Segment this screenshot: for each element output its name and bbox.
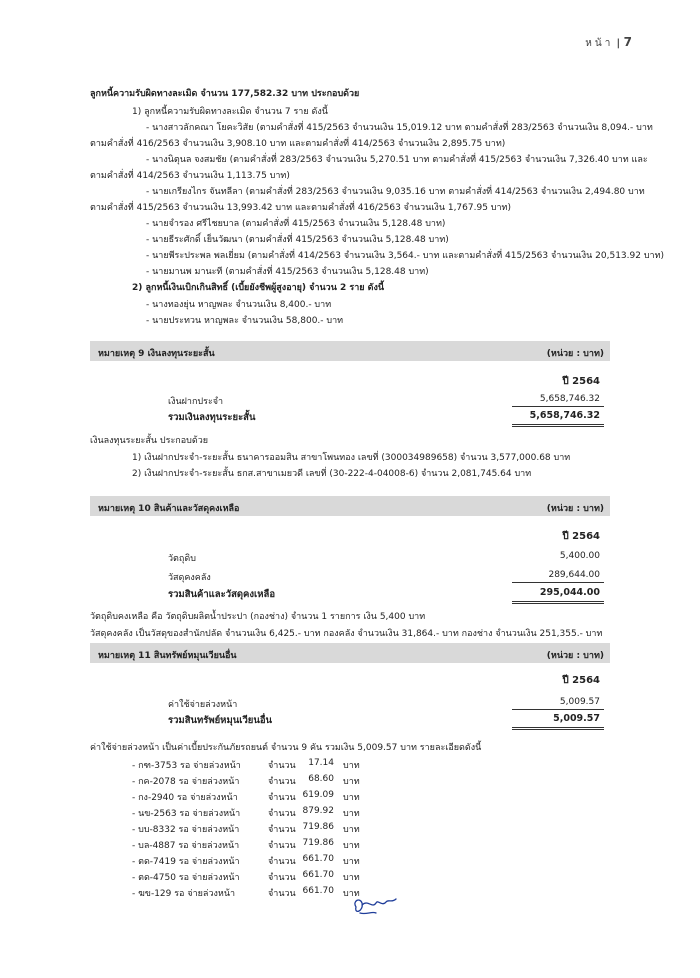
note9-total-label: รวมเงินลงทุนระยะสั้น: [168, 412, 256, 423]
note11-item-label: ค่าใช้จ่ายล่วงหน้า: [168, 700, 238, 710]
receivables-line: ตามคำสั่งที่ 416/2563 จำนวนเงิน 3,908.10 บาท และตามคำสั่งที่ 414/2563 จำนวนเงิน 2,895.75 บาท): [90, 139, 506, 149]
prepaid-row-amount: 661.70: [302, 870, 334, 880]
note10-unit: (หน่วย : บาท): [546, 504, 604, 514]
note9-unit: (หน่วย : บาท): [546, 349, 604, 359]
prepaid-row-amount: 619.09: [302, 790, 334, 800]
note11-intro: ค่าใช้จ่ายล่วงหน้า เป็นค่าเบี้ยประกันภัยรถยนต์ จำนวน 9 คัน รวมเงิน 5,009.57 บาท รายละเอียดดังนี้: [90, 743, 482, 753]
prepaid-row-unit: บาท: [343, 857, 360, 867]
prepaid-row-unit: บาท: [343, 889, 360, 899]
prepaid-row-amount: 719.86: [302, 838, 334, 848]
prepaid-row-name: - นข-2563 รอ จ่ายล่วงหน้า: [132, 809, 241, 819]
note9-subtotal-line: [512, 406, 604, 407]
page-header: [585, 35, 632, 51]
prepaid-row-label: จำนวน: [268, 809, 296, 819]
prepaid-row-name: - บบ-8332 รอ จ่ายล่วงหน้า: [132, 825, 240, 835]
receivables-line: - นางสาวลักคณา โยคะวิสัย (ตามคำสั่งที่ 415/2563 จำนวนเงิน 15,019.12 บาท ตามคำสั่งที่ 283/2563 จำนวนเงิน 8,094.- บาท: [146, 123, 653, 133]
prepaid-row-amount: 879.92: [302, 806, 334, 816]
prepaid-row-unit: บาท: [343, 761, 360, 771]
receivables-line: ตามคำสั่งที่ 415/2563 จำนวนเงิน 13,993.42 บาท และตามคำสั่งที่ 416/2563 จำนวนเงิน 1,767.95 บาท): [90, 203, 511, 213]
note9-year: ปี 2564: [562, 376, 600, 387]
prepaid-row-label: จำนวน: [268, 761, 296, 771]
receivables-line: - นายจำรอง ศรีไชยบาล (ตามคำสั่งที่ 415/2563 จำนวนเงิน 5,128.48 บาท): [146, 219, 446, 229]
receivables-line: - นายธีระศักดิ์ เย็นวัฒนา (ตามคำสั่งที่ 415/2563 จำนวนเงิน 5,128.48 บาท): [146, 235, 449, 245]
receivables-sub1: 1) ลูกหนี้ความรับผิดทางละเมิด จำนวน 7 ราย ดังนี้: [132, 107, 328, 117]
prepaid-row-amount: 661.70: [302, 886, 334, 896]
receivables-sub2: 2) ลูกหนี้เงินเบิกเกินสิทธิ์ (เบี้ยยังชีพผู้สูงอายุ) จำนวน 2 ราย ดังนี้: [132, 283, 385, 293]
note10-total-line: [512, 601, 604, 604]
prepaid-row-label: จำนวน: [268, 777, 296, 787]
prepaid-row-name: - ฆข-129 รอ จ่ายล่วงหน้า: [132, 889, 236, 899]
note10-desc1: วัตถุดิบคงเหลือ คือ วัตถุดิบผลิตน้ำประปา (กองช่าง) จำนวน 1 รายการ เงิน 5,400 บาท: [90, 612, 426, 622]
note9-detail: 2) เงินฝากประจำ-ระยะสั้น ธกส.สาขาเมยวดี เลขที่ (30-222-4-04008-6) จำนวน 2,081,745.64 บาท: [132, 469, 532, 479]
prepaid-row: [0, 870, 700, 884]
note10-desc2: วัสดุคงคลัง เป็นวัสดุของสำนักปลัด จำนวนเงิน 6,425.- บาท กองคลัง จำนวนเงิน 31,864.- บาท กองช่าง จำนวนเงิน 251,355.- บาท: [90, 629, 603, 639]
page-divider: |: [616, 38, 624, 49]
note9-total-value: 5,658,746.32: [529, 410, 600, 421]
note9-detail: 1) เงินฝากประจำ-ระยะสั้น ธนาคารออมสิน สาขาโพนทอง เลขที่ (300034989658) จำนวน 3,577,000.68 บาท: [132, 453, 571, 463]
prepaid-row: [0, 854, 700, 868]
prepaid-row-unit: บาท: [343, 873, 360, 883]
prepaid-row-unit: บาท: [343, 841, 360, 851]
prepaid-row: [0, 758, 700, 772]
prepaid-row-label: จำนวน: [268, 857, 296, 867]
prepaid-row-label: จำนวน: [268, 825, 296, 835]
prepaid-row-label: จำนวน: [268, 873, 296, 883]
note11-item-value: 5,009.57: [559, 697, 600, 707]
prepaid-row-amount: 661.70: [302, 854, 334, 864]
prepaid-row-unit: บาท: [343, 777, 360, 787]
prepaid-row-unit: บาท: [343, 809, 360, 819]
prepaid-row-name: - กฑ-3753 รอ จ่ายล่วงหน้า: [132, 761, 241, 771]
signature-mark: [350, 893, 400, 919]
note9-item-label: เงินฝากประจำ: [168, 397, 224, 407]
note9-item-value: 5,658,746.32: [539, 394, 600, 404]
receivables-line2: - นายประทวน หาญพละ จำนวนเงิน 58,800.- บาท: [146, 316, 344, 326]
note10-item2-value: 289,644.00: [548, 570, 600, 580]
prepaid-row-unit: บาท: [343, 793, 360, 803]
receivables-line: - นายเกรียงไกร จันทลีลา (ตามคำสั่งที่ 283/2563 จำนวนเงิน 9,035.16 บาท ตามคำสั่งที่ 414/2563 จำนวนเงิน 2,494.80 บาท: [146, 187, 645, 197]
prepaid-row-amount: 68.60: [308, 774, 334, 784]
note9-header: [90, 341, 610, 361]
note11-title: หมายเหตุ 11 สินทรัพย์หมุนเวียนอื่น: [98, 651, 237, 661]
receivables-line: - นายพีระประพล พลเยี่ยม (ตามคำสั่งที่ 414/2563 จำนวนเงิน 3,564.- บาท และตามคำสั่งที่ 415/2563 จำนวนเงิน 20,513.92 บาท): [146, 251, 665, 261]
receivables-heading: ลูกหนี้ความรับผิดทางละเมิด จำนวน 177,582.32 บาท ประกอบด้วย: [90, 89, 360, 99]
note11-header: [90, 643, 610, 663]
note10-total-value: 295,044.00: [539, 587, 600, 598]
page-label: หน้า: [585, 38, 614, 49]
note10-item1-label: วัตถุดิบ: [168, 554, 196, 564]
note10-header: [90, 496, 610, 516]
prepaid-row: [0, 790, 700, 804]
prepaid-row-name: - กง-2940 รอ จ่ายล่วงหน้า: [132, 793, 238, 803]
note11-year: ปี 2564: [562, 675, 600, 686]
note9-intro: เงินลงทุนระยะสั้น ประกอบด้วย: [90, 436, 209, 446]
prepaid-row-label: จำนวน: [268, 889, 296, 899]
note9-title: หมายเหตุ 9 เงินลงทุนระยะสั้น: [98, 349, 215, 359]
note9-total-line: [512, 424, 604, 427]
note10-item2-label: วัสดุคงคลัง: [168, 573, 211, 583]
note11-subtotal-line: [512, 709, 604, 710]
page-number: 7: [623, 35, 632, 49]
note11-total-label: รวมสินทรัพย์หมุนเวียนอื่น: [168, 715, 273, 726]
prepaid-row: [0, 822, 700, 836]
prepaid-row-amount: 17.14: [308, 758, 334, 768]
prepaid-row-name: - ตด-7419 รอ จ่ายล่วงหน้า: [132, 857, 240, 867]
receivables-line2: - นางทองยุ่น หาญพละ จำนวนเงิน 8,400.- บาท: [146, 300, 332, 310]
prepaid-row: [0, 838, 700, 852]
prepaid-row-label: จำนวน: [268, 841, 296, 851]
note11-unit: (หน่วย : บาท): [546, 651, 604, 661]
prepaid-row-name: - ตด-4750 รอ จ่ายล่วงหน้า: [132, 873, 240, 883]
prepaid-row-name: - บล-4887 รอ จ่ายล่วงหน้า: [132, 841, 240, 851]
receivables-line: - นายมานพ มานะที (ตามคำสั่งที่ 415/2563 จำนวนเงิน 5,128.48 บาท): [146, 267, 429, 277]
prepaid-row-name: - กค-2078 รอ จ่ายล่วงหน้า: [132, 777, 240, 787]
prepaid-row-label: จำนวน: [268, 793, 296, 803]
note11-total-value: 5,009.57: [553, 713, 600, 724]
note10-title: หมายเหตุ 10 สินค้าและวัสดุคงเหลือ: [98, 504, 240, 514]
note10-item1-value: 5,400.00: [559, 551, 600, 561]
prepaid-row-unit: บาท: [343, 825, 360, 835]
note10-year: ปี 2564: [562, 531, 600, 542]
note11-total-line: [512, 727, 604, 730]
receivables-line: - นางนิตุนล จงสมชัย (ตามคำสั่งที่ 283/2563 จำนวนเงิน 5,270.51 บาท ตามคำสั่งที่ 415/2563 จำนวนเงิน 7,326.40 บาท และ: [146, 155, 648, 165]
prepaid-row: [0, 774, 700, 788]
prepaid-row: [0, 806, 700, 820]
receivables-line: ตามคำสั่งที่ 414/2563 จำนวนเงิน 1,113.75 บาท): [90, 171, 290, 181]
prepaid-row-amount: 719.86: [302, 822, 334, 832]
note10-total-label: รวมสินค้าและวัสดุคงเหลือ: [168, 589, 276, 600]
note10-subtotal-line: [512, 582, 604, 583]
